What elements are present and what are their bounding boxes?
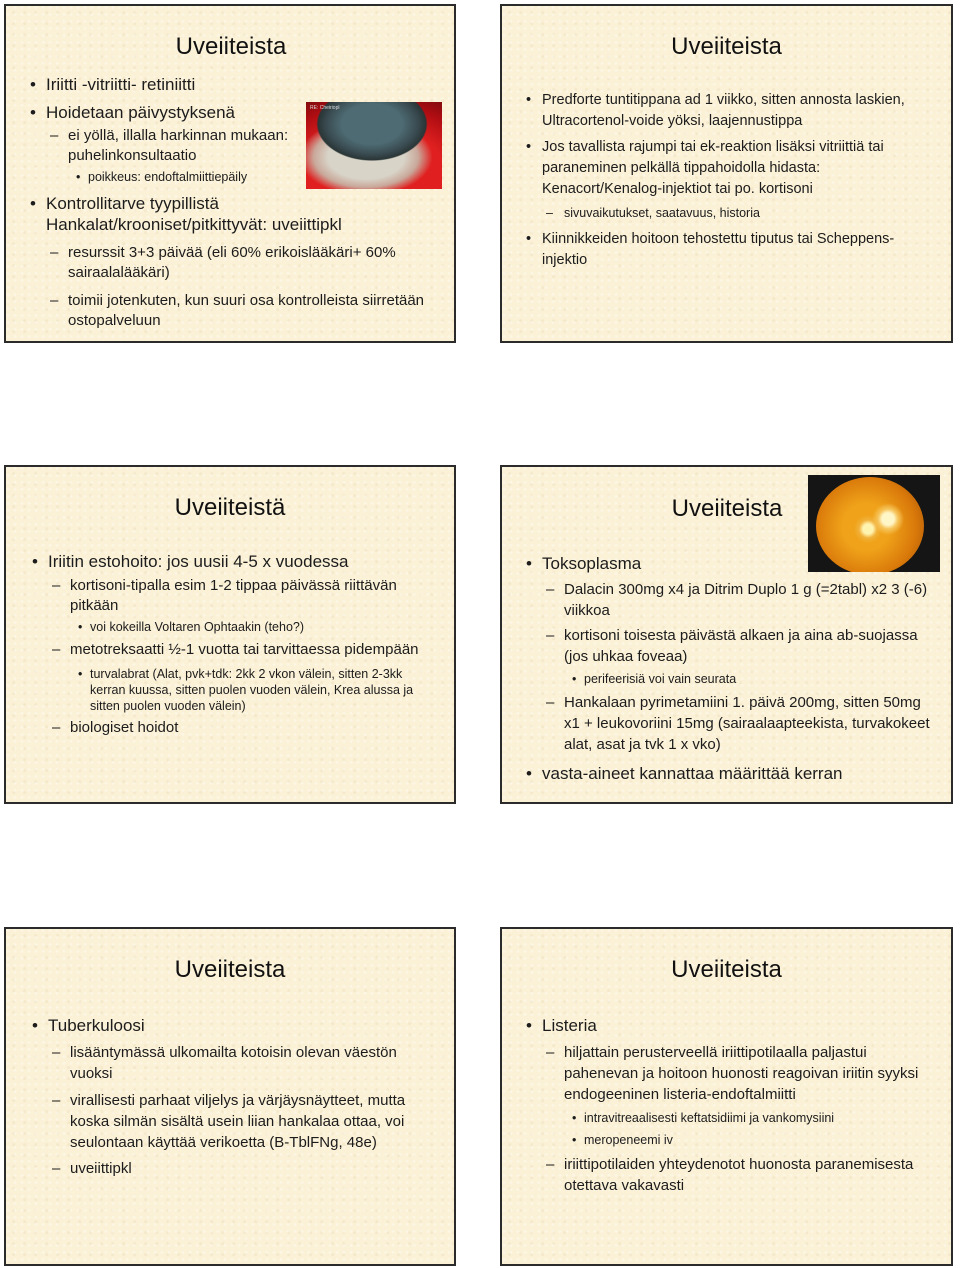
slide-body <box>524 86 937 271</box>
bullet-l3: • voi kokeilla Voltaren Ophtaakin (teho?) <box>30 619 440 635</box>
slide-3 <box>4 465 456 804</box>
bullet-l2: – ei yöllä, illalla harkinnan mukaan: puhelinkonsultaatio <box>28 126 308 166</box>
bullet-l1: • Tuberkuloosi <box>30 1015 424 1036</box>
slide-5 <box>4 927 456 1266</box>
bullet-l1: • Iriitti -vitriitti- retiniitti <box>28 74 440 95</box>
bullet-l2: – sivuvaikutukset, saatavuus, historia <box>524 203 937 223</box>
bullet-l2: – virallisesti parhaat viljelys ja värjäysnäytteet, mutta koska silmän sisältä usein liian hankalaa ottaa, voi seulontaan käyttää verikoetta (B-TblFNg, 48e) <box>30 1090 424 1153</box>
bullet-l1: • Iriitin estohoito: jos uusii 4-5 x vuodessa <box>30 551 440 572</box>
slide-2 <box>500 4 953 343</box>
slide-body <box>524 1011 921 1196</box>
slide-body <box>30 547 440 738</box>
slide-title: Uveiiteista <box>671 33 782 60</box>
slide-title: Uveiiteista <box>671 495 783 522</box>
bullet-l2: – toimii jotenkuten, kun suuri osa kontrolleista siirretään ostopalveluun <box>28 291 440 331</box>
bullet-l3: • turvalabrat (Alat, pvk+tdk: 2kk 2 vkon välein, sitten 2-3kk kerran kuussa, sitten puolen vuoden välein, Krea alussa ja sitten puolen vuoden välein) <box>30 666 440 714</box>
bullet-l3: • poikkeus: endoftalmiittiepäily <box>28 169 440 185</box>
bullet-l2: – lisääntymässä ulkomailta kotoisin olevan väestön vuoksi <box>30 1042 424 1084</box>
bullet-l2: – uveiittipkl <box>30 1159 424 1179</box>
bullet-l2: – kortisoni toisesta päivästä alkaen ja aina ab-suojassa (jos uhkaa foveaa) <box>524 625 937 667</box>
bullet-l3: • intravitreaalisesti keftatsidiimi ja vankomysiini <box>524 1110 921 1126</box>
slide-title: Uveiiteista <box>175 33 287 60</box>
bullet-l1: • Kiinnikkeiden hoitoon tehostettu tiputus tai Scheppens-injektio <box>524 229 937 271</box>
bullet-l1: • Kontrollitarve tyypillistä Hankalat/krooniset/pitkittyvät: uveiittipkl <box>28 193 440 235</box>
slide-body <box>28 70 440 331</box>
bullet-l2: – Dalacin 300mg x4 ja Ditrim Duplo 1 g (=2tabl) x2 3 (-6) viikkoa <box>524 579 937 621</box>
bullet-l1: • Predforte tuntitippana ad 1 viikko, sitten annosta laskien, Ultracortenol-voide yöksi, laajennustippa <box>524 90 937 132</box>
bullet-l1: • Hoidetaan päivystyksenä <box>28 102 440 123</box>
bullet-l1: • Toksoplasma <box>524 553 937 574</box>
bullet-l1: • Listeria <box>524 1015 921 1036</box>
photo-caption: RE: Cheiriopl <box>310 105 340 111</box>
slide-body <box>30 1011 424 1179</box>
slide-title: Uveiiteistä <box>174 494 286 521</box>
slide-1 <box>4 4 456 343</box>
slide-body <box>524 549 937 784</box>
bullet-l3: • meropeneemi iv <box>524 1132 921 1148</box>
bullet-l2: – kortisoni-tipalla esim 1-2 tippaa päivässä riittävän pitkään <box>30 576 440 616</box>
bullet-l2: – metotreksaatti ½-1 vuotta tai tarvittaessa pidempään <box>30 640 440 660</box>
slide-4 <box>500 465 953 804</box>
bullet-l2: – Hankalaan pyrimetamiini 1. päivä 200mg, sitten 50mg x1 + leukovoriini 15mg (sairaalaapteekista, turvakokeet alat, asat ja tvk 1 x vko) <box>524 692 937 755</box>
bullet-l3: • perifeerisiä voi vain seurata <box>524 671 937 687</box>
slide-title: Uveiiteista <box>671 956 782 983</box>
slide-title: Uveiiteista <box>174 956 286 983</box>
slide-6 <box>500 927 953 1266</box>
bullet-l1: • vasta-aineet kannattaa määrittää kerran <box>524 763 937 784</box>
bullet-l2: – hiljattain perusterveellä iriittipotilaalla paljastui pahenevan ja hoitoon huonosti reagoivan iriitin syyksi endogeeninen listeria-endoftalmiitti <box>524 1042 921 1105</box>
bullet-l2: – resurssit 3+3 päivää (eli 60% erikoislääkäri+ 60% sairaalalääkäri) <box>28 243 440 283</box>
bullet-l1: • Jos tavallista rajumpi tai ek-reaktion lisäksi vitriittiä tai paraneminen pelkällä tippahoidolla hidasta: Kenacort/Kenalog-injektiot tai po. kortisoni <box>524 137 937 200</box>
bullet-l2: – biologiset hoidot <box>30 718 440 738</box>
bullet-l2: – iriittipotilaiden yhteydenotot huonosta paranemisesta otettava vakavasti <box>524 1154 921 1196</box>
